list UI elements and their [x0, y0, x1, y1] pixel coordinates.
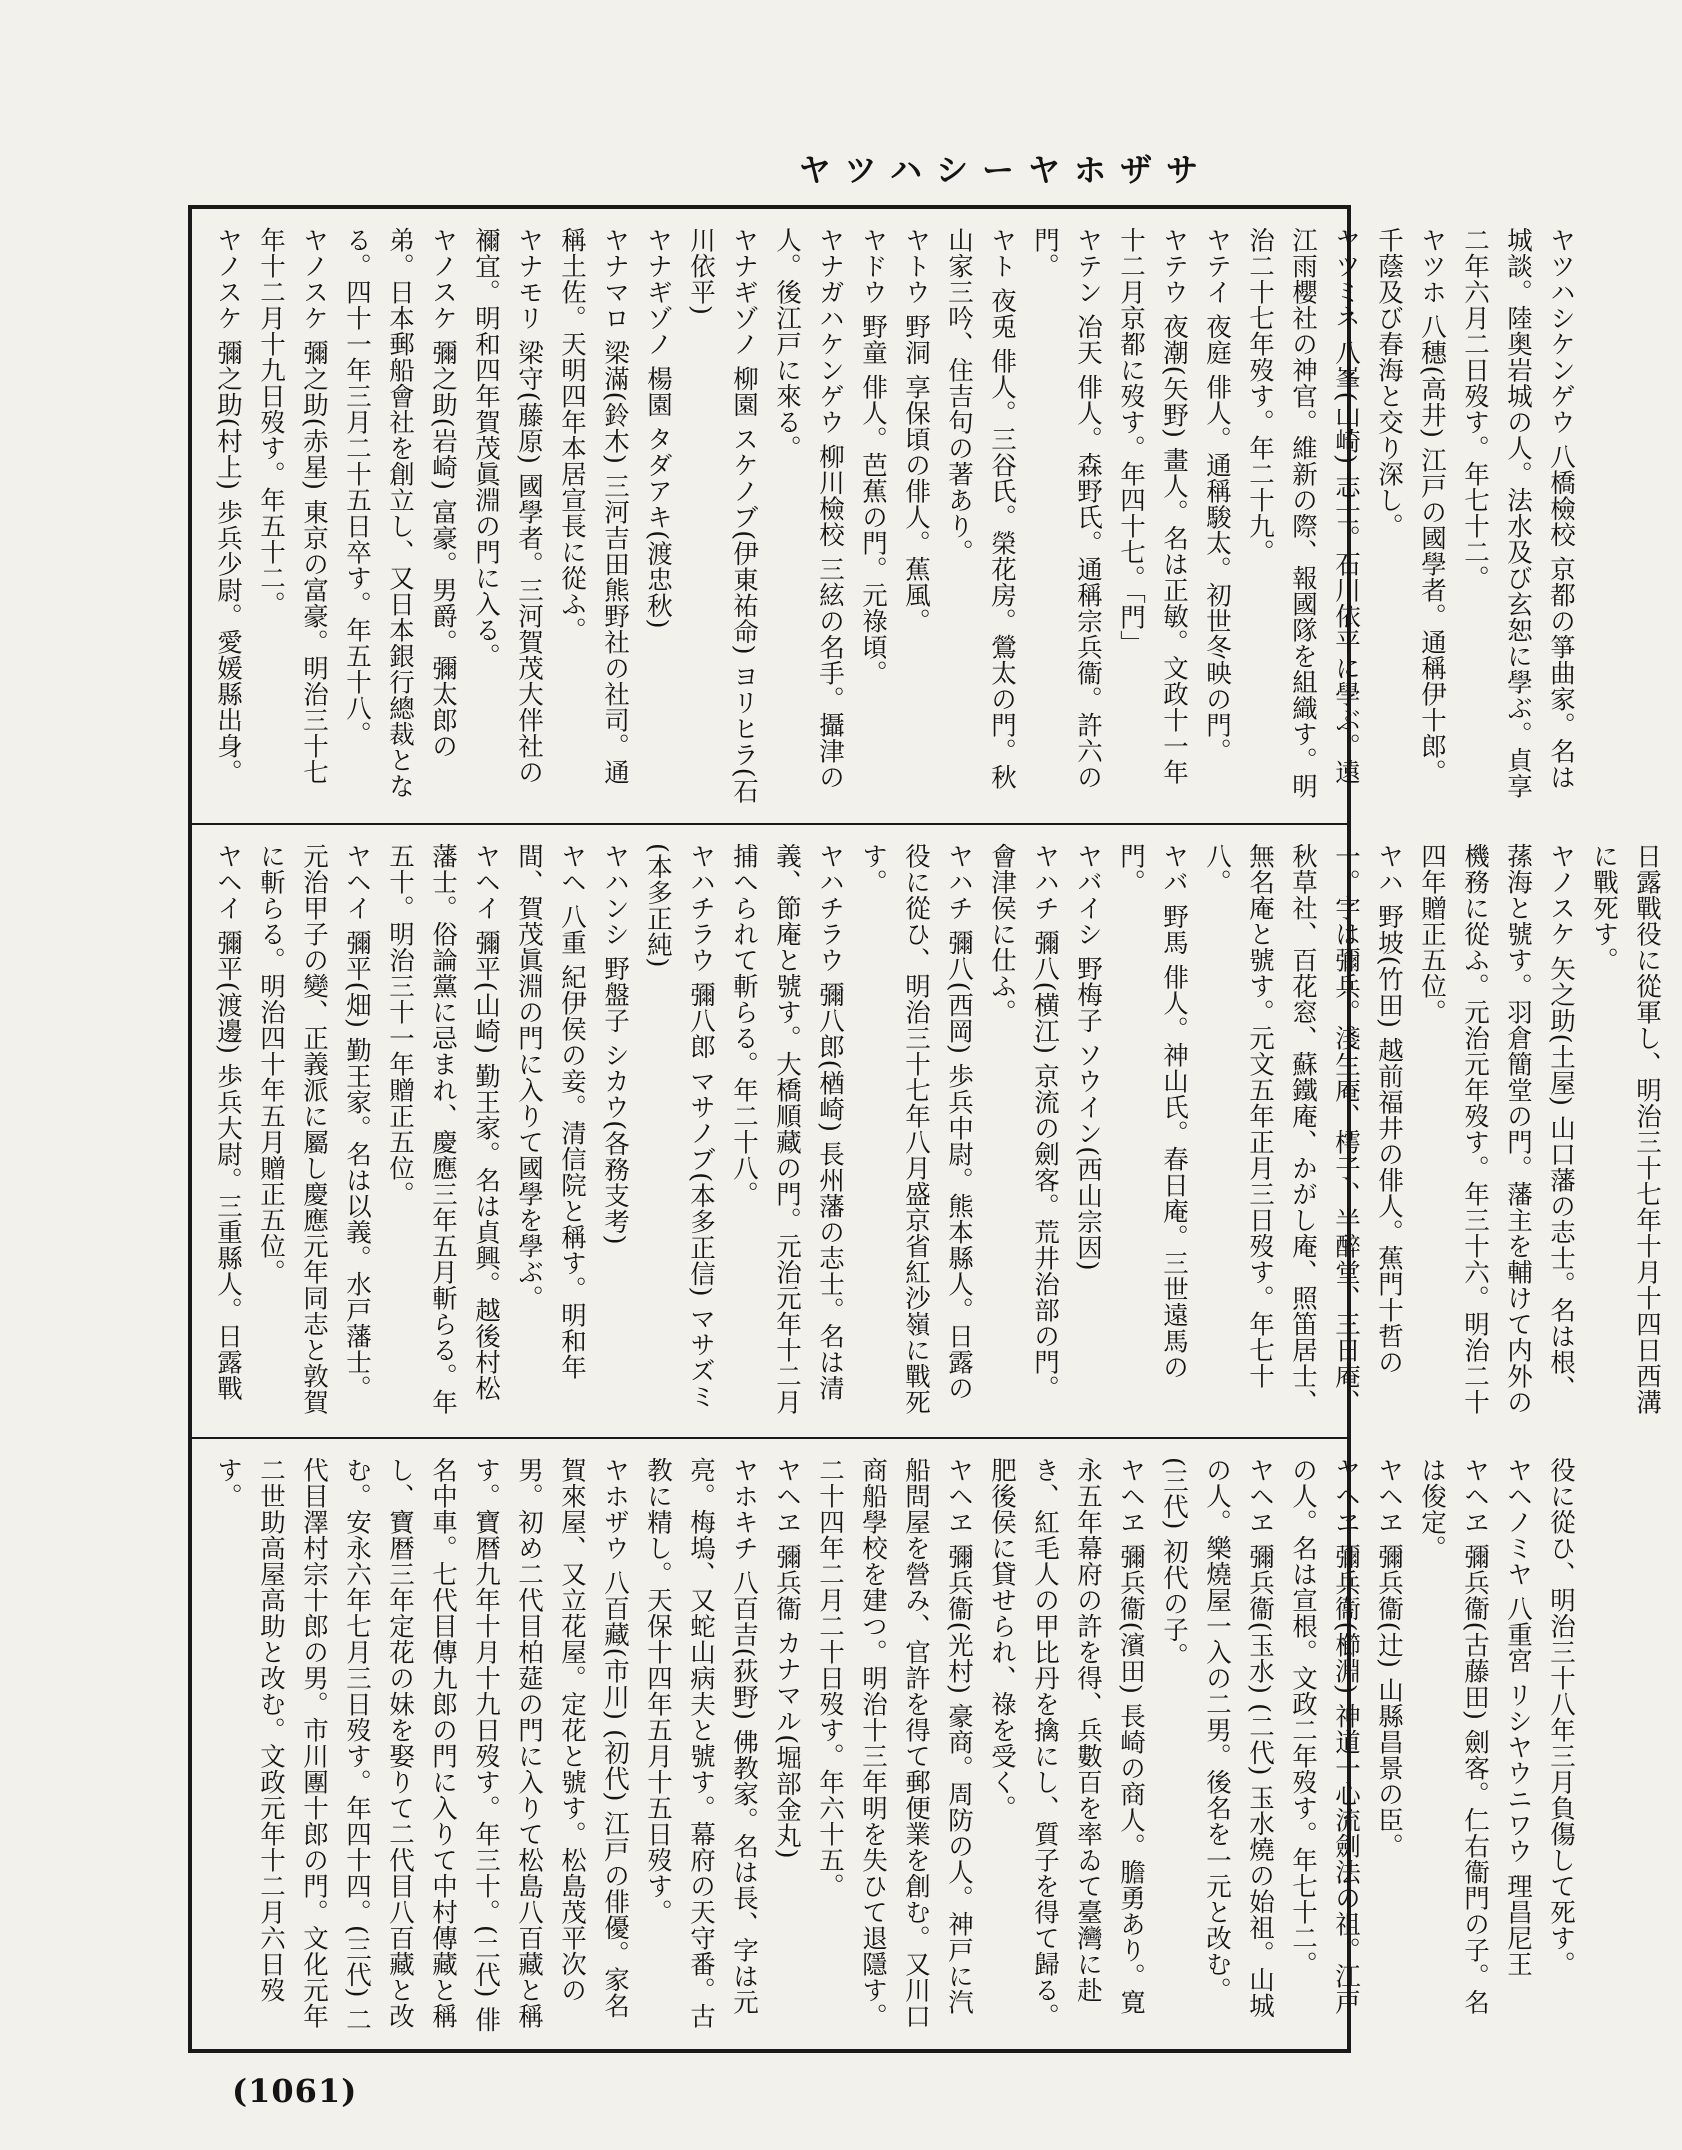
entry: ヤヘヱ 彌兵衞 カナマル(堀部金丸) — [772, 1457, 802, 1860]
entry: ヤトウ 野洞 享保頃の俳人。蕉風。 — [901, 227, 931, 635]
text-frame — [188, 205, 1662, 2053]
entry: ヤヘイ 彌平(畑) 勤王家。名は以義。水戸藩士。元治甲子の變、正義派に屬し慶應元年同志と敦賀に斬らる。明治四十年五月贈正五位。 — [256, 843, 372, 1415]
entry: ヤノスケ 彌之助(赤星) 東京の富豪。明治三十七年十二月十九日歿す。年五十二。 — [256, 227, 329, 786]
entry: ヤノスケ 矢之助(土屋) 山口藩の志士。名は根、蓀海と號す。羽倉簡堂の門。藩主を輔けて内外の機務に從ふ。元治元年歿す。年三十六。明治二十四年贈正五位。 — [1417, 843, 1576, 1415]
entry: ヤツホ 八穗(高井) 江戸の國學者。通稱伊十郎。千蔭及び春海と交り深し。 — [1374, 227, 1447, 786]
entry: ヤヘイ 彌平(山崎) 勤王家。名は貞興。越後村松藩士。俗論黨に忌まれ、慶應三年五月斬らる。年五十。明治三十一年贈正五位。 — [385, 843, 501, 1415]
entry: ヤハチラウ 彌八郎(楢崎) 長州藩の志士。名は清義、節庵と號す。大橋順藏の門。元治元年十二月捕へられて斬らる。年二十八。 — [729, 843, 845, 1415]
entry: ヤハチラウ 彌八郎 マサノブ(本多正信) マサズミ(本多正純) — [643, 843, 716, 1410]
middle-band — [192, 823, 1662, 1433]
middle-band-columns — [192, 825, 1682, 1433]
entry: ヤハ 野坡(竹田) 越前福井の俳人。蕉門十哲の一。字は彌兵。淺生庵、樗子、半醉堂、三日庵、秋草社、百花窓、蘇鐵庵、かがし庵、照笛居士、無名庵と號す。元文五年正月三日歿す。年七十八。 — [1202, 843, 1404, 1415]
entry: ヤナマロ 梁滿(鈴木) 三河吉田熊野社の社司。通稱土佐。天明四年本居宣長に從ふ。 — [557, 227, 630, 786]
entry: 日露戰役に從軍し、明治三十七年十月十四日西溝に戰死す。 — [1589, 843, 1662, 1415]
entry: ヤハチ 彌八(西岡) 歩兵中尉。熊本縣人。日露の役に從ひ、明治三十七年八月盛京省紅沙嶺に戰死す。 — [858, 843, 974, 1415]
entry: ヤバ 野馬 俳人。神山氏。春日庵。三世遠馬の門。 — [1116, 843, 1189, 1381]
entry: 役に從ひ、明治三十八年三月負傷して死す。 — [1546, 1457, 1576, 1977]
entry: ヤナギゾノ 楊園 タダアキ(渡忠秋) — [643, 227, 673, 630]
entry: ヤヘヱ 彌兵衞(古藤田) 劍客。仁右衞門の子。名は俊定。 — [1417, 1457, 1490, 2016]
running-head: ヤツハシーヤホザサ — [798, 151, 1212, 189]
entry: ヤナガハケンゲウ 柳川檢校 三絃の名手。攝津の人。後江戸に來る。 — [772, 227, 845, 791]
entry: ヤヘ 八重 紀伊侯の妾。清信院と稱す。明和年間、賀茂眞淵の門に入りて國學を學ぶ。 — [514, 843, 587, 1381]
entry: ヤハンシ 野盤子 シカウ(各務支考) — [600, 843, 630, 1246]
entry: ヤドウ 野童 俳人。芭蕉の門。元祿頃。 — [858, 227, 888, 687]
upper-band-columns — [192, 209, 1596, 819]
entry: ヤヘヱ 彌兵衞(濱田) 長崎の商人。膽勇あり。寛永五年幕府の許を得、兵數百を率ゐて臺灣に赴き、紅毛人の甲比丹を擒にし、質子を得て歸る。肥後侯に貸せられ、祿を受く。 — [987, 1457, 1146, 2029]
upper-band — [192, 209, 1576, 819]
entry: ヤノスケ 彌之助(岩崎) 富豪。男爵。彌太郎の弟。日本郵船會社を創立し、又日本銀行總裁となる。四十一年三月二十五日卒す。年五十八。 — [342, 227, 458, 799]
entry: ヤヘヱ 彌兵衞(玉水) (二代) 玉水燒の始祖。山城の人。樂燒屋一入の二男。後名を一元と改む。(三代) 初代の子。 — [1159, 1457, 1275, 2019]
entry: ヤノスケ 彌之助(村上) 歩兵少尉。愛媛縣出身。 — [213, 227, 243, 786]
entry: ヤト 夜兎 俳人。三谷氏。榮花房。鶯太の門。秋山家三吟、住吉句の著あり。 — [944, 227, 1017, 791]
entry: ヤヘヱ 彌兵衞(光村) 豪商。周防の人。神戸に汽船問屋を營み、官許を得て郵便業を創む。又川口商船學校を建つ。明治十三年明を失ひて退隱す。二十四年二月二十日歿す。年六十五。 — [815, 1457, 974, 2029]
entry: ヤテウ 夜潮(矢野) 畫人。名は正敏。文政十一年十二月京都に歿す。年四十七。「門」 — [1116, 227, 1189, 786]
entry: ヤハチ 彌八(横江) 京流の劍客。荒井治部の門。會津侯に仕ふ。 — [987, 843, 1060, 1402]
entry: ヤホザウ 八百藏(市川) (初代) 江戸の俳優。家名賀來屋、又立花屋。定花と號す。松島茂平次の男。初め二代目柏莚の門に入りて松島八百藏と稱す。寶暦九年十月十九日歿す。年三十。(二代) 俳名中車。七代目傳九郎の門に入りて中村傳藏と稱し、寶暦三年定花の妹を娶りて二代目八百藏と改む。安永六年七月三日歿す。年四十四。(三代) 二代目澤村宗十郎の男。市川團十郎の門。文化元年二世助高屋高助と改む。文政元年十二月六日歿す。 — [213, 1457, 630, 2033]
entry: ヤヘヱ 彌兵衞(辻) 山縣昌景の臣。 — [1374, 1457, 1404, 1860]
entry: ヤヘヱ 彌兵衞(櫛淵) 神道一心流劍法の祖。江戸の人。名は宣根。文政二年歿す。年七十二。 — [1288, 1457, 1361, 2016]
entry: ヤヘノミヤ 八重宮 リシヤウニワウ 理昌尼王 — [1503, 1457, 1533, 1977]
lower-band-columns — [192, 1439, 1596, 2049]
page-number: (1061) — [232, 2072, 358, 2110]
entry: ヤツハシケンゲウ 八橋檢校 京都の箏曲家。名は城談。陸奥岩城の人。法水及び玄恕に學ぶ。貞享二年六月二日歿す。年七十二。 — [1460, 227, 1576, 799]
entry: ヤナモリ 梁守(藤原) 國學者。三河賀茂大伴社の禰宜。明和四年賀茂眞淵の門に入る。 — [471, 227, 544, 786]
entry: ヤヘイ 彌平(渡邊) 歩兵大尉。三重縣人。日露戰 — [213, 843, 243, 1402]
entry: ヤバイシ 野梅子 ソウイン(西山宗因) — [1073, 843, 1103, 1272]
lower-band — [192, 1437, 1576, 2049]
entry: ヤツミネ 八峯(山崎) 志士。石川依平に學ぶ。遠江雨櫻社の神官。維新の際、報國隊を組織す。明治二十七年歿す。年二十九。 — [1245, 227, 1361, 799]
entry: ヤホキチ 八百吉(荻野) 佛教家。名は長、字は元亮。梅塢、又蛇山病夫と號す。幕府の天守番。古教に精し。天保十四年五月十五日歿す。 — [643, 1457, 759, 2029]
entry: ヤナギゾノ 柳園 スケノブ(伊東祐命) ヨリヒラ(石川依平) — [686, 227, 759, 805]
entry: ヤテイ 夜庭 俳人。通稱駿太。初世冬映の門。 — [1202, 227, 1232, 765]
entry: ヤテン 冶天 俳人。森野氏。通稱宗兵衞。許六の門。 — [1030, 227, 1103, 791]
